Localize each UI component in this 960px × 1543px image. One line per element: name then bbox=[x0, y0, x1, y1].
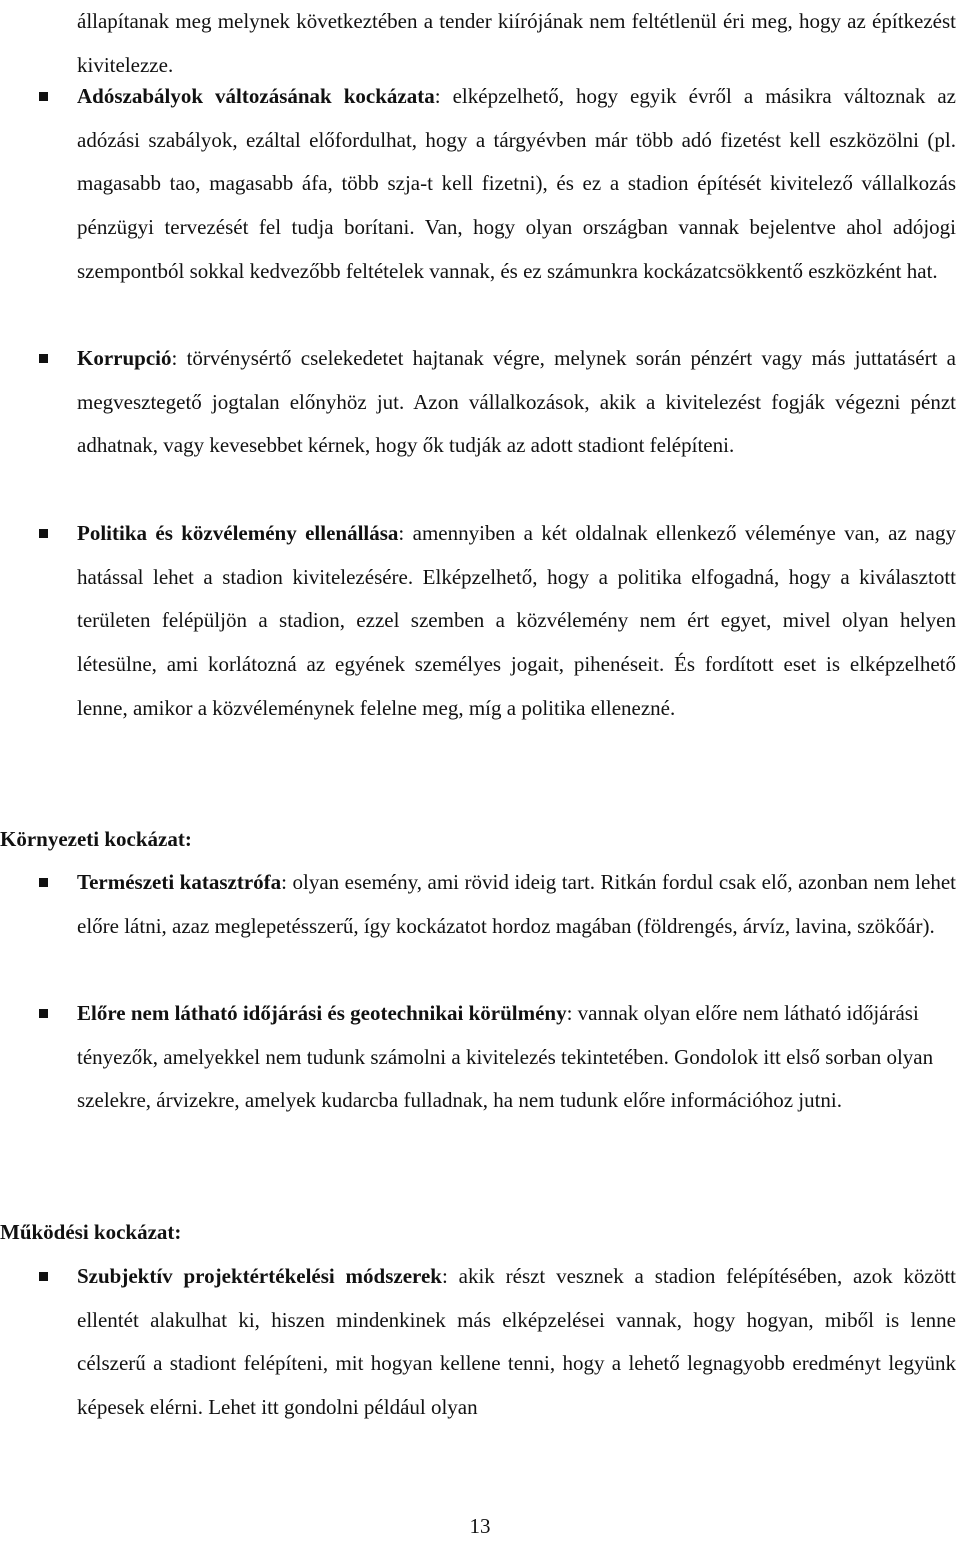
list-item-body: : olyan esemény, ami rövid ideig tart. Ritkán fordul csak elő, azonban nem lehet előre látni, azaz meglepetésszerű, így kockázatot hordoz magában (földrengés, árvíz, lavina, szökőár). bbox=[77, 870, 956, 938]
list-item-body: : akik részt vesznek a stadion felépítésében, azok között ellentét alakulhat ki, hiszen mindenkinek más elképzelései vannak, hogy hogyan, miből is lenne célszerű a stadiont felépíteni, mit hogyan kellene tenni, hogy a lehető legnagyobb eredményt legyünk képesek elérni. Lehet itt gondolni például olyan bbox=[77, 1264, 956, 1420]
list-item-text bbox=[77, 512, 956, 731]
list-item-text bbox=[77, 992, 956, 1123]
list-item-text bbox=[77, 861, 956, 948]
square-bullet-icon bbox=[39, 92, 48, 101]
section-heading: Környezeti kockázat: bbox=[0, 827, 192, 851]
list-item-term: Korrupció bbox=[77, 346, 172, 370]
square-bullet-icon bbox=[39, 354, 48, 363]
list-item-term: Szubjektív projektértékelési módszerek bbox=[77, 1264, 442, 1288]
list-item-body: : amennyiben a két oldalnak ellenkező véleménye van, az nagy hatással lehet a stadion kivitelezésére. Elképzelhető, hogy a politika elfogadná, hogy a kiválasztott területen felépüljön a stadion, ezzel szemben a közvélemény nem ért egyet, mivel olyan helyen létesülne, ami korlátozná az egyének személyes jogait, pihenéseit. És fordított eset is elképzelhető lenne, amikor a közvéleménynek felelne meg, míg a politika ellenezné. bbox=[77, 521, 956, 720]
list-item-term: Természeti katasztrófa bbox=[77, 870, 282, 894]
square-bullet-icon bbox=[39, 1009, 48, 1018]
page-number: 13 bbox=[469, 1514, 491, 1538]
square-bullet-icon bbox=[39, 529, 48, 538]
list-item-text bbox=[77, 1255, 956, 1430]
list-item-term: Politika és közvélemény ellenállása bbox=[77, 521, 399, 545]
square-bullet-icon bbox=[39, 878, 48, 887]
list-item-body: : törvénysértő cselekedetet hajtanak végre, melynek során pénzért vagy más juttatásért a megvesztegető jogtalan előnyhöz jut. Azon vállalkozások, akik a kivitelezést fogják végezni pénzt adhatnak, vagy kevesebbet kérnek, hogy ők tudják az adott stadiont felépíteni. bbox=[77, 346, 956, 458]
list-item-body: : vannak olyan előre nem látható időjárási tényezők, amelyekkel nem tudunk számolni a kivitelezés tekintetében. Gondolok itt első sorban olyan szelekre, árvizekre, amelyek kudarcba fulladnak, ha nem tudunk előre információhoz jutni. bbox=[77, 1001, 934, 1113]
list-item-text bbox=[77, 337, 956, 468]
list-item-text bbox=[77, 75, 956, 294]
list-item-term: Adószabályok változásának kockázata bbox=[77, 84, 435, 108]
section-heading: Működési kockázat: bbox=[0, 1220, 182, 1244]
list-item-term: Előre nem látható időjárási és geotechnikai körülmény bbox=[77, 1001, 567, 1025]
list-item-body: : elképzelhető, hogy egyik évről a másikra változnak az adózási szabályok, ezáltal előfordulhat, hogy a tárgyévben már több adó fizetést kell eszközölni (pl. magasabb tao, magasabb áfa, több szja-t kell fizetni), és ez a stadion építését kivitelező vállalkozás pénzügyi tervezését fel tudja borítani. Van, hogy olyan országban vannak bejelentve ahol adójogi szempontból sokkal kedvezőbb feltételek vannak, és ez számunkra kockázatcsökkentő eszközként hat. bbox=[77, 84, 956, 283]
square-bullet-icon bbox=[39, 1272, 48, 1281]
continuation-paragraph: állapítanak meg melynek következtében a tender kiírójának nem feltétlenül éri meg, hogy az építkezést kivitelezze. bbox=[77, 9, 956, 77]
